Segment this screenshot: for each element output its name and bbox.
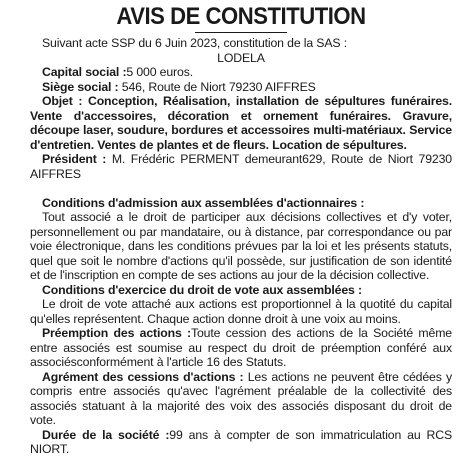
president-label: Président :	[42, 152, 107, 166]
admission-text: Tout associé a le droit de participer aux décisions collectives et d'y voter, personnellement ou par mandataire, ou à distance, par correspondance ou par voie électronique, dans les conditions prévues par la loi et les présents statuts, quel que soit le nombre d'actions qu'il possède, sur justification de son identité et de l'inscription en compte de ses actions au jour de la décision collective.	[30, 210, 452, 282]
objet-label: Objet :	[42, 94, 83, 108]
objet-paragraph	[30, 94, 452, 152]
agrement-value: Les actions ne peuvent être cédées y compris entre associés qu'avec l'agrément préalable de la collectivité des associés statuant à la majorité des voix des associés disposant du droit de vote.	[30, 369, 452, 427]
objet-value: Conception, Réalisation, installation de sépultures funéraires. Vente d'accessoires, décoration et ornement funéraires. Gravure, découpe laser, soudure, bordures et accessoires multi-matériaux. Service d'entretien. Ventes de plantes et de fleurs. Location de sépultures.	[30, 94, 452, 152]
capital-paragraph	[30, 65, 452, 80]
agrement-paragraph	[30, 370, 452, 428]
preemption-paragraph	[30, 326, 452, 370]
duree-paragraph	[30, 428, 452, 457]
preemption-value: Toute cession des actions de la Société même entre associés est soumise au respect du droit de préemption conféré aux associésconformément à l'article 16 des Statuts.	[30, 326, 452, 369]
capital-label: Capital social :	[42, 65, 127, 79]
duree-label: Durée de la société :	[42, 427, 170, 442]
agrement-label: Agrément des cessions d'actions :	[42, 369, 244, 384]
admission-heading: Conditions d'admission aux assemblées d'actionnaires :	[42, 195, 365, 210]
section-gap	[30, 181, 452, 196]
duree-value: 99 ans à compter de son immatriculation au RCS NIORT.	[30, 427, 452, 456]
president-paragraph	[30, 152, 452, 181]
notice-title: AVIS DE CONSTITUTION	[116, 3, 366, 30]
intro-line: Suivant acte SSP du 6 Juin 2023, constitution de la SAS :	[42, 36, 347, 50]
preemption-label: Préemption des actions :	[42, 326, 191, 340]
siege-value: 546, Route de Niort 79230 AIFFRES	[118, 79, 316, 94]
siege-label: Siège social :	[42, 79, 119, 94]
vote-heading: Conditions d'exercice du droit de vote aux assemblées :	[42, 282, 362, 297]
title-underline	[195, 32, 287, 33]
company-name: LODELA	[217, 50, 265, 65]
siege-paragraph	[30, 80, 452, 95]
capital-value: 5 000 euros.	[126, 65, 193, 79]
vote-text: Le droit de vote attaché aux actions est proportionnel à la quotité du capital qu'elles représentent. Chaque action donne droit à une voix au moins.	[30, 297, 452, 326]
president-value: M. Frédéric PERMENT demeurant629, Route de Niort 79230 AIFFRES	[30, 152, 452, 181]
